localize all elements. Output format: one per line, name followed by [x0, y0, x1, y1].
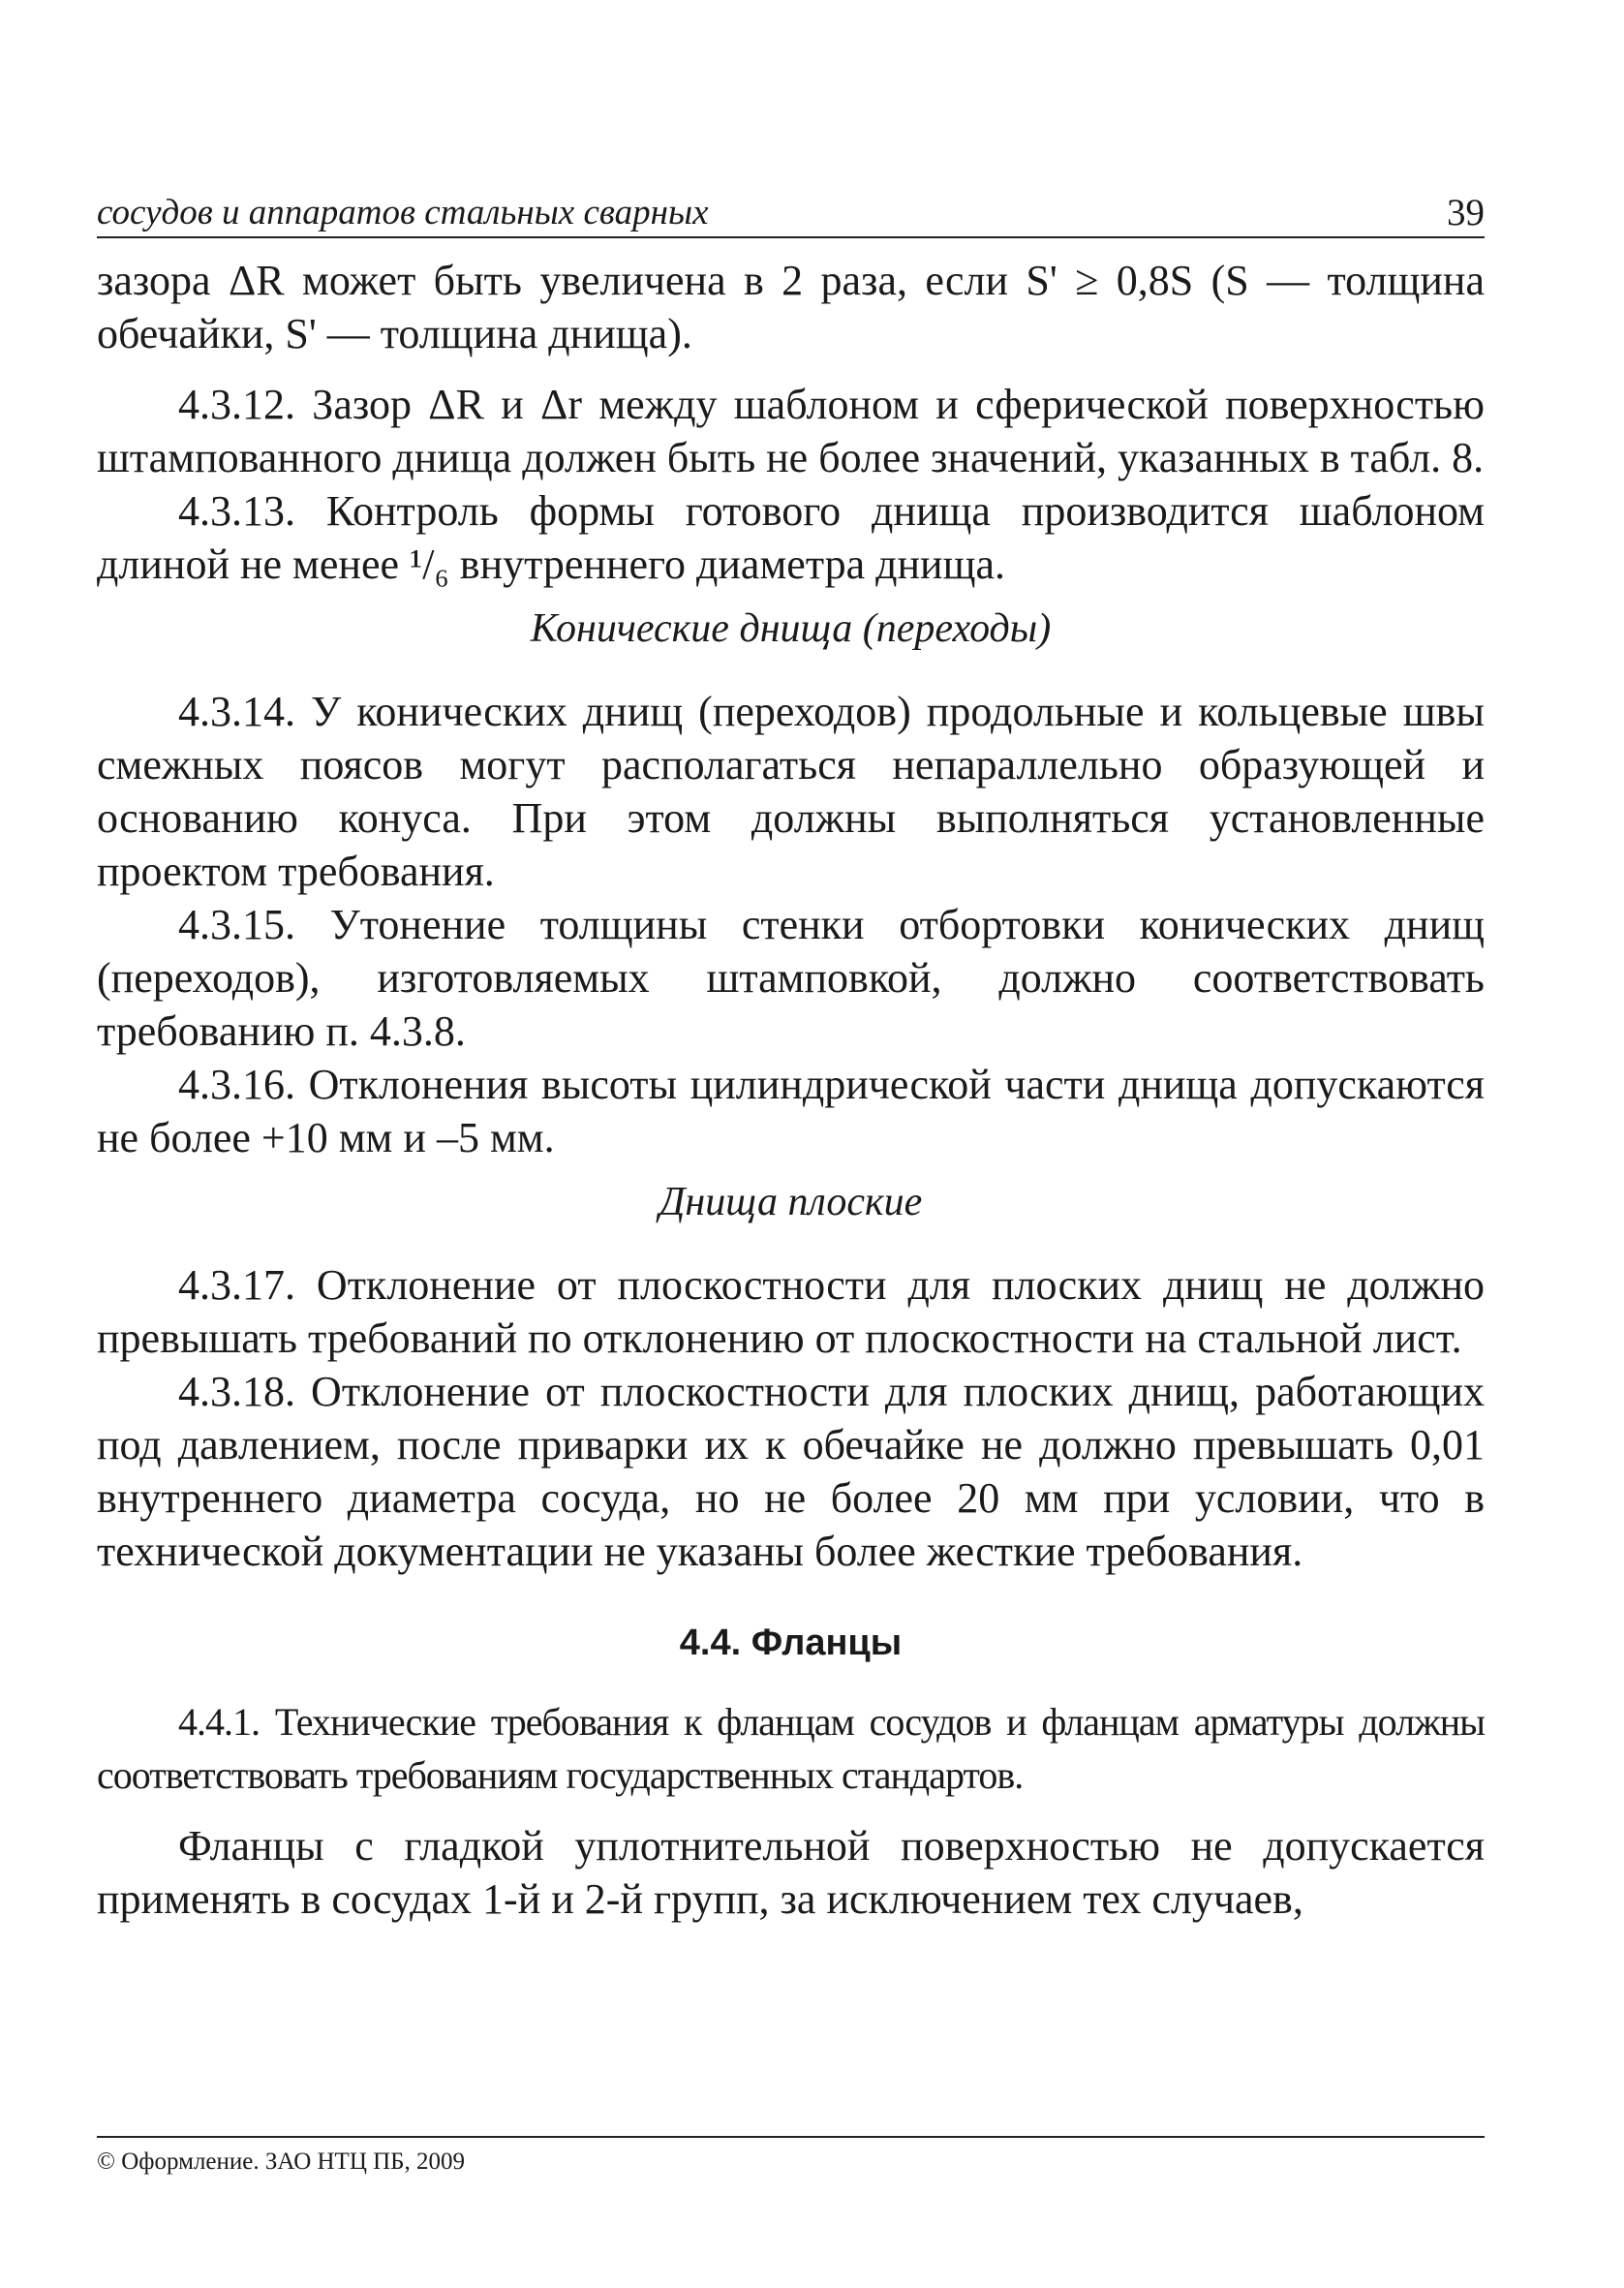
- subheading-flat-heads: Днища плоские: [659, 1180, 923, 1224]
- section-heading-flanges: 4.4. Фланцы: [679, 1623, 903, 1663]
- footer-divider: [97, 2136, 1485, 2138]
- subheading-conical-heads: Конические днища (переходы): [530, 606, 1052, 651]
- paragraph-4-3-16: 4.3.16. Отклонения высоты цилиндрической части днища допускаются не более +10 мм и –5 мм.: [97, 1061, 1485, 1161]
- paragraph-4-3-17: 4.3.17. Отклонение от плоскостности для плоских днищ не должно превышать требований по отклонению от плоскостности на стальной лист.: [97, 1261, 1485, 1362]
- paragraph-4-3-18: 4.3.18. Отклонение от плоскостности для плоских днищ, работающих под давлением, после приварки их к обечайке не должно превышать 0,01 внутреннего диаметра сосуда, но не более 20 мм при условии, что в технической документации не указаны более жесткие требования.: [97, 1368, 1485, 1575]
- paragraph-4-4-1: 4.4.1. Технические требования к фланцам сосудов и фланцам арматуры должны соответствовать требованиям государственных стандартов.: [97, 1700, 1485, 1797]
- paragraph-4-3-12: 4.3.12. Зазор ΔR и Δr между шаблоном и сферической поверхностью штампованного днища должен быть не более значений, указанных в табл. 8.: [97, 381, 1485, 481]
- body-text: [97, 254, 1485, 1926]
- running-title: сосудов и аппаратов стальных сварных: [97, 193, 709, 232]
- running-header: [97, 192, 1485, 238]
- paragraph-4-3-14: 4.3.14. У конических днищ (переходов) продольные и кольцевые швы смежных поясов могут располагаться непараллельно образующей и основанию конуса. При этом должны выполняться установленные проектом требования.: [97, 688, 1485, 895]
- paragraph-flanges-smooth: Фланцы с гладкой уплотнительной поверхностью не допускается применять в сосудах 1-й и 2-й групп, за исключением тех случаев,: [97, 1822, 1485, 1923]
- paragraph-4-3-15: 4.3.15. Утонение толщины стенки отбортовки конических днищ (переходов), изготовляемых штамповкой, должно соответствовать требованию п. 4.3.8.: [97, 901, 1485, 1055]
- document-page: [97, 0, 1485, 2288]
- page-number: 39: [1447, 192, 1485, 233]
- paragraph-continuation: зазора ΔR может быть увеличена в 2 раза, если S' ≥ 0,8S (S — толщина обечайки, S' — толщина днища).: [97, 257, 1485, 357]
- paragraph-4-3-13: 4.3.13. Контроль формы готового днища производится шаблоном длиной не менее ¹/₆ внутреннего диаметра днища.: [97, 487, 1485, 588]
- footer-copyright: © Оформление. ЗАО НТЦ ПБ, 2009: [97, 2149, 466, 2175]
